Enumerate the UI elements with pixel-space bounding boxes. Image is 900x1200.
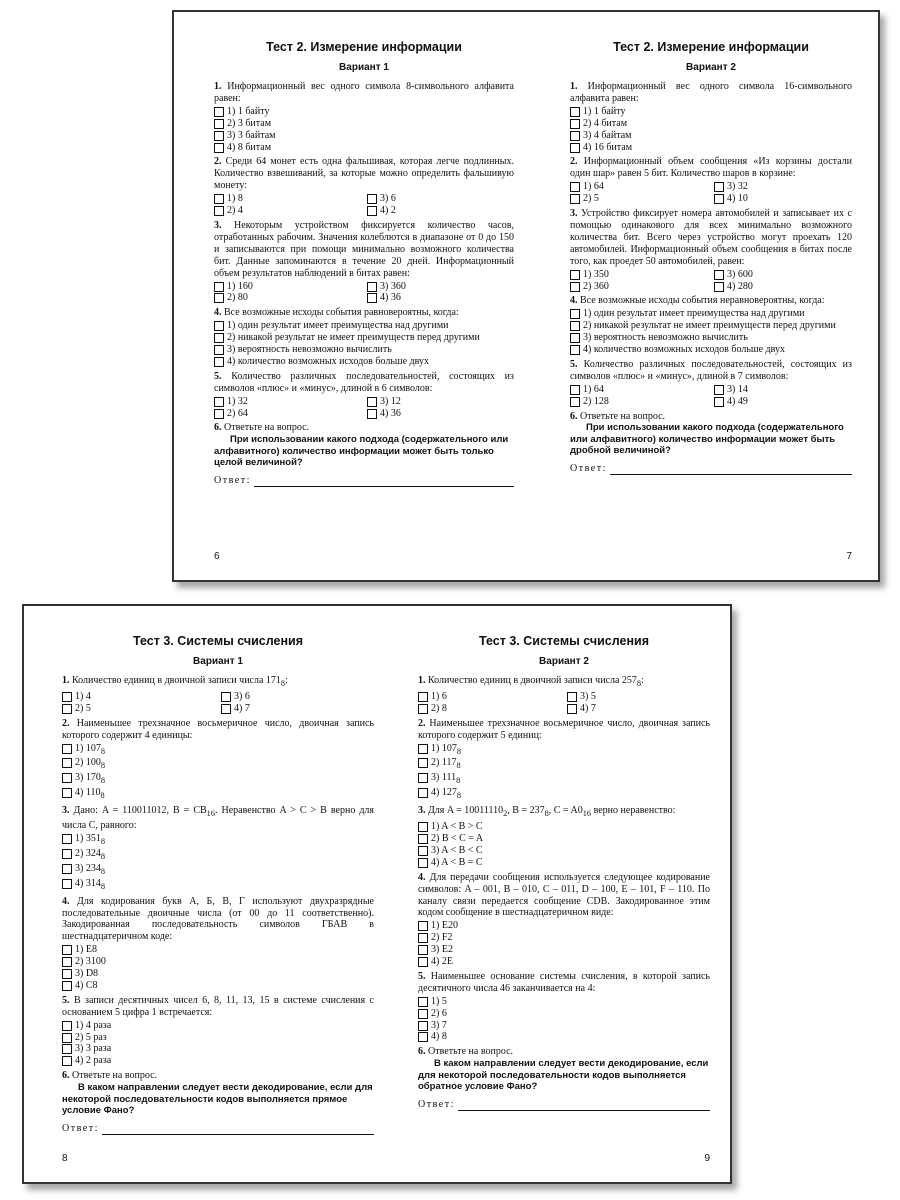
option[interactable]: 1) 1 байту xyxy=(570,106,852,118)
question-4: 4. Для передачи сообщения используется следующее кодирование символов: A – 001, B – 010, C – 011, D – 100, E – 101, F – 110. По каналу связи передается сообщение CDB. Закодированное этим кодом сообщение в шестнадцатеричном виде: 1) E20 2) F2 3) E2 4) 2E xyxy=(418,871,710,968)
answer-field[interactable]: Ответ: xyxy=(214,475,514,487)
option[interactable]: 4) 8 xyxy=(418,1031,710,1043)
option[interactable]: 1) 5 xyxy=(418,996,710,1008)
question-3: 3. Дано: A = 110011012, $B = CB_{16}$. Неравенство A > C > B верно для числа C, равного: 1) $351_8$ 2) $324_8$ 3) $234_8$ 4) $314_8$ xyxy=(62,805,375,891)
option[interactable]: 3) $234_8$ xyxy=(62,863,374,878)
option[interactable]: 1) 64 xyxy=(570,181,708,193)
option[interactable]: 1) 4 раза xyxy=(62,1020,374,1032)
question-1: 1. Информационный вес одного символа 8-символьного алфавита равен: 1) 1 байту 2) 3 битам 3) 3 байтам 4) 8 битам xyxy=(214,81,514,153)
option[interactable]: 3) $170_8$ xyxy=(62,772,374,787)
checkbox[interactable] xyxy=(418,744,428,754)
test-title: Тест 2. Измерение информации xyxy=(266,40,462,54)
checkbox[interactable] xyxy=(62,773,72,783)
checkbox[interactable] xyxy=(570,397,580,407)
option[interactable]: 1) A < B > C xyxy=(418,821,710,833)
question-2: 2. Информационный объем сообщения «Из корзины достали один шар» равен 5 бит. Количество шаров в корзине: 1) 64 3) 32 2) 5 4) 10 xyxy=(570,156,852,205)
question-1: 1. Количество единиц в двоичной записи числа $171_8$: 1) 4 3) 6 2) 5 4) 7 xyxy=(62,675,374,715)
checkbox[interactable] xyxy=(714,385,724,395)
page-7 xyxy=(570,12,852,580)
option[interactable]: 4) 36 xyxy=(367,292,514,304)
page-8 xyxy=(62,606,374,1182)
option[interactable]: 2) 8 xyxy=(418,703,561,715)
option[interactable]: 2) 4 битам xyxy=(570,118,852,130)
test-title: Тест 3. Системы счисления xyxy=(133,634,303,648)
option[interactable]: 4) 7 xyxy=(567,703,710,715)
option[interactable]: 4) $127_8$ xyxy=(418,787,710,802)
checkbox[interactable] xyxy=(214,282,224,292)
option[interactable]: 3) $111_8$ xyxy=(418,772,710,787)
option[interactable]: 1) 4 xyxy=(62,691,215,703)
checkbox[interactable] xyxy=(714,270,724,280)
option[interactable]: 1) 6 xyxy=(418,691,561,703)
page-number: 7 xyxy=(846,551,852,562)
question-6-prompt: В каком направлении следует вести декодирование, если для некоторой последовательности кодов выполняется прямое условие Фано? xyxy=(62,1082,373,1117)
checkbox[interactable] xyxy=(367,409,377,419)
checkbox[interactable] xyxy=(221,704,231,714)
question-5: 5. Наименьшее основание системы счисления, в которой запись десятичного числа 46 заканчивается на 4: 1) 5 2) 6 3) 7 4) 8 xyxy=(418,970,710,1043)
variant-label: Вариант 2 xyxy=(539,656,589,667)
option[interactable]: 2) $324_8$ xyxy=(62,848,374,863)
question-2: 2. Наименьшее трехзначное восьмеричное число, двоичная запись которого содержит 4 единицы: 1) $107_8$ 2) $100_8$ 3) $170_8$ 4) $110_8$ xyxy=(62,717,374,801)
option[interactable]: 3) 12 xyxy=(367,396,514,408)
question-5: 5. Количество различных последовательностей, состоящих из символов «плюс» и «минус», длиной в 7 символов: 1) 64 3) 14 2) 128 4) 49 xyxy=(570,358,852,407)
checkbox[interactable] xyxy=(570,182,580,192)
checkbox[interactable] xyxy=(714,397,724,407)
option[interactable]: 1) E8 xyxy=(62,944,374,956)
option[interactable]: 3) E2 xyxy=(418,944,710,956)
checkbox[interactable] xyxy=(570,131,580,141)
option[interactable]: 3) 3 байтам xyxy=(214,130,514,142)
option[interactable]: 3) вероятность невозможно вычислить xyxy=(570,332,852,344)
checkbox[interactable] xyxy=(62,1021,72,1031)
checkbox[interactable] xyxy=(62,834,72,844)
question-3: 3. Для $A = 10011110_2$, $B = 237_8$, $C = A0_{16}$ верно неравенство: 1) A < B > C 2) B < C = A 3) A < B < C 4) A < B = C xyxy=(418,805,710,869)
option[interactable]: 4) 2 раза xyxy=(62,1055,374,1067)
option[interactable]: 4) 2E xyxy=(418,956,710,968)
option[interactable]: 1) 8 xyxy=(214,193,361,205)
option[interactable]: 4) C8 xyxy=(62,980,374,992)
option[interactable]: 1) 160 xyxy=(214,281,361,293)
checkbox[interactable] xyxy=(62,758,72,768)
option[interactable]: 1) 64 xyxy=(570,384,708,396)
option[interactable]: 2) F2 xyxy=(418,932,710,944)
option[interactable]: 2) 3100 xyxy=(62,956,374,968)
checkbox[interactable] xyxy=(62,981,72,991)
question-5: 5. В записи десятичных чисел 6, 8, 11, 13, 15 в системе счисления с основанием 5 цифра 1 встречается: 1) 4 раза 2) 5 раз 3) 3 раза 4) 2 раза xyxy=(62,994,374,1067)
checkbox[interactable] xyxy=(418,758,428,768)
option[interactable]: 1) один результат имеет преимущества над другими xyxy=(570,308,852,320)
checkbox[interactable] xyxy=(214,206,224,216)
checkbox[interactable] xyxy=(570,143,580,153)
variant-label: Вариант 1 xyxy=(339,62,389,73)
checkbox[interactable] xyxy=(214,194,224,204)
page-number: 6 xyxy=(214,551,220,562)
option[interactable]: 2) B < C = A xyxy=(418,833,710,845)
option[interactable]: 4) 2 xyxy=(367,205,514,217)
option[interactable]: 4) A < B = C xyxy=(418,857,710,869)
checkbox[interactable] xyxy=(570,345,580,355)
option[interactable]: 2) никакой результат не имеет преимуществ перед другими xyxy=(214,332,514,344)
option[interactable]: 1) 350 xyxy=(570,269,708,281)
checkbox[interactable] xyxy=(418,834,428,844)
option[interactable]: 1) один результат имеет преимущества над другими xyxy=(214,320,514,332)
checkbox[interactable] xyxy=(570,119,580,129)
option[interactable]: 4) 280 xyxy=(714,281,852,293)
checkbox[interactable] xyxy=(567,704,577,714)
checkbox[interactable] xyxy=(214,143,224,153)
checkbox[interactable] xyxy=(214,131,224,141)
option[interactable]: 3) 5 xyxy=(567,691,710,703)
checkbox[interactable] xyxy=(418,692,428,702)
checkbox[interactable] xyxy=(62,879,72,889)
checkbox[interactable] xyxy=(62,1056,72,1066)
option[interactable]: 3) 6 xyxy=(221,691,374,703)
book-spread-test-2 xyxy=(172,10,880,582)
question-1: 1. Информационный вес одного символа 16-символьного алфавита равен: 1) 1 байту 2) 4 битам 3) 4 байтам 4) 16 битам xyxy=(570,81,852,153)
question-3: 3. Некоторым устройством фиксируется количество часов, отработанных рабочим. Значения колеблются в диапазоне от 0 до 150 и записываются при помощи минимально возможного количества бит. Данные запоминаются в течение 20 дней. Информационный объем результатов наблюдений в битах равен: 1) 160 3) 360 2) 80 4) 36 xyxy=(214,219,514,304)
option[interactable]: 2) 360 xyxy=(570,281,708,293)
question-6-prompt: При использовании какого подхода (содержательного или алфавитного) количество информации может быть дробной величиной? xyxy=(570,422,844,457)
checkbox[interactable] xyxy=(570,385,580,395)
checkbox[interactable] xyxy=(62,692,72,702)
option[interactable]: 3) D8 xyxy=(62,968,374,980)
question-3: 3. Устройство фиксирует номера автомобилей и записывает их с помощью одинакового для всех минимально возможного количества бит. Всего через устройство могут проехать 120 автомобилей. Информационный объем сообщения в битах после того, как проедет 50 автомобилей, равен: 1) 350 3) 600 2) 360 4) 280 xyxy=(570,208,852,292)
checkbox[interactable] xyxy=(714,282,724,292)
test-title: Тест 3. Системы счисления xyxy=(479,634,649,648)
variant-label: Вариант 2 xyxy=(686,62,736,73)
checkbox[interactable] xyxy=(418,858,428,868)
question-4: 4. Все возможные исходы события неравновероятны, когда: 1) один результат имеет преимущества над другими 2) никакой результат не имеет преимуществ перед другими 3) вероятность невозможно вычислить 4) количество возможных исходов больше двух xyxy=(570,295,852,356)
checkbox[interactable] xyxy=(418,1032,428,1042)
page-9 xyxy=(418,606,710,1182)
checkbox[interactable] xyxy=(214,119,224,129)
option[interactable]: 3) 7 xyxy=(418,1020,710,1032)
option[interactable]: 3) 14 xyxy=(714,384,852,396)
checkbox[interactable] xyxy=(418,773,428,783)
variant-label: Вариант 1 xyxy=(193,656,243,667)
question-6: 6. Ответьте на вопрос. При использовании какого подхода (содержательного или алфавитного) количество информации может быть дробной величиной? Ответ: xyxy=(570,411,852,475)
option[interactable]: 1) 1 байту xyxy=(214,106,514,118)
option[interactable]: 1) $107_8$ xyxy=(418,743,710,758)
question-6-prompt: При использовании какого подхода (содержательного или алфавитного) количество информации может быть только целой величиной? xyxy=(214,434,509,469)
option[interactable]: 2) 5 раз xyxy=(62,1032,374,1044)
checkbox[interactable] xyxy=(214,293,224,303)
option[interactable]: 4) 36 xyxy=(367,408,514,420)
option[interactable]: 2) 6 xyxy=(418,1008,710,1020)
checkbox[interactable] xyxy=(570,282,580,292)
option[interactable]: 4) 49 xyxy=(714,396,852,408)
option[interactable]: 3) вероятность невозможно вычислить xyxy=(214,344,514,356)
checkbox[interactable] xyxy=(570,270,580,280)
answer-field[interactable]: Ответ: xyxy=(570,463,852,475)
option[interactable]: 2) никакой результат не имеет преимуществ перед другими xyxy=(570,320,852,332)
option[interactable]: 4) 10 xyxy=(714,193,852,205)
checkbox[interactable] xyxy=(367,282,377,292)
checkbox[interactable] xyxy=(214,333,224,343)
checkbox[interactable] xyxy=(418,945,428,955)
option[interactable]: 3) 6 xyxy=(367,193,514,205)
question-2: 2. Среди 64 монет есть одна фальшивая, которая легче подлинных. Количество взвешиваний, за которые можно определить фальшивую монету: 1) 8 3) 6 2) 4 4) 2 xyxy=(214,156,514,217)
question-1: 1. Количество единиц в двоичной записи числа $257_8$: 1) 6 3) 5 2) 8 4) 7 xyxy=(418,675,710,715)
checkbox[interactable] xyxy=(367,397,377,407)
option[interactable]: 3) A < B < C xyxy=(418,845,710,857)
option[interactable]: 2) 3 битам xyxy=(214,118,514,130)
checkbox[interactable] xyxy=(714,182,724,192)
question-2: 2. Наименьшее трехзначное восьмеричное число, двоичная запись которого содержит 5 единиц: 1) $107_8$ 2) $117_8$ 3) $111_8$ 4) $127_8$ xyxy=(418,717,710,801)
checkbox[interactable] xyxy=(214,345,224,355)
checkbox[interactable] xyxy=(62,1044,72,1054)
checkbox[interactable] xyxy=(62,744,72,754)
question-4: 4. Для кодирования букв А, Б, В, Г используют двухразрядные последовательные двоичные числа (от 00 до 11 соответственно). Закодированная последовательность символов ГБАВ в шестнадцатеричном коде: 1) E8 2) 3100 3) D8 4) C8 xyxy=(62,895,374,991)
checkbox[interactable] xyxy=(418,788,428,798)
option[interactable]: 2) 80 xyxy=(214,292,361,304)
checkbox[interactable] xyxy=(214,321,224,331)
option[interactable]: 2) $100_8$ xyxy=(62,757,374,772)
option[interactable]: 4) количество возможных исходов больше двух xyxy=(570,344,852,356)
checkbox[interactable] xyxy=(418,957,428,967)
checkbox[interactable] xyxy=(62,945,72,955)
option[interactable]: 4) 7 xyxy=(221,703,374,715)
option[interactable]: 4) количество возможных исходов больше двух xyxy=(214,356,514,368)
question-6: 6. Ответьте на вопрос. При использовании какого подхода (содержательного или алфавитного) количество информации может быть только целой величиной? Ответ: xyxy=(214,422,514,486)
option[interactable]: 4) $314_8$ xyxy=(62,878,374,893)
test-title: Тест 2. Измерение информации xyxy=(613,40,809,54)
option[interactable]: 1) $351_8$ xyxy=(62,833,374,848)
option[interactable]: 2) 5 xyxy=(62,703,215,715)
checkbox[interactable] xyxy=(570,309,580,319)
option[interactable]: 3) 3 раза xyxy=(62,1043,374,1055)
question-5: 5. Количество различных последовательностей, состоящих из символов «плюс» и «минус», длиной в 6 символов: 1) 32 3) 12 2) 64 4) 36 xyxy=(214,370,514,419)
checkbox[interactable] xyxy=(214,357,224,367)
option[interactable]: 3) 4 байтам xyxy=(570,130,852,142)
option[interactable]: 2) 5 xyxy=(570,193,708,205)
checkbox[interactable] xyxy=(214,107,224,117)
option[interactable]: 3) 360 xyxy=(367,281,514,293)
checkbox[interactable] xyxy=(570,321,580,331)
page-6 xyxy=(214,12,514,580)
checkbox[interactable] xyxy=(367,194,377,204)
checkbox[interactable] xyxy=(418,846,428,856)
question-6-prompt: В каком направлении следует вести декодирование, если для некоторой последовательности кодов выполняется обратное условие Фано? xyxy=(418,1058,709,1093)
checkbox[interactable] xyxy=(214,409,224,419)
question-6: 6. Ответьте на вопрос. В каком направлении следует вести декодирование, если для некоторой последовательности кодов выполняется прямое условие Фано? Ответ: xyxy=(62,1070,373,1134)
option[interactable]: 3) 600 xyxy=(714,269,852,281)
checkbox[interactable] xyxy=(214,397,224,407)
page-number: 8 xyxy=(62,1153,68,1164)
checkbox[interactable] xyxy=(567,692,577,702)
checkbox[interactable] xyxy=(62,969,72,979)
option[interactable]: 2) 128 xyxy=(570,396,708,408)
option[interactable]: 4) 8 битам xyxy=(214,142,514,154)
checkbox[interactable] xyxy=(62,957,72,967)
answer-field[interactable]: Ответ: xyxy=(62,1123,374,1135)
checkbox[interactable] xyxy=(62,788,72,798)
question-6: 6. Ответьте на вопрос. В каком направлении следует вести декодирование, если для некоторой последовательности кодов выполняется обратное условие Фано? Ответ: xyxy=(418,1046,709,1110)
checkbox[interactable] xyxy=(570,194,580,204)
checkbox[interactable] xyxy=(367,206,377,216)
book-spread-test-3 xyxy=(22,604,732,1184)
checkbox[interactable] xyxy=(367,293,377,303)
checkbox[interactable] xyxy=(570,333,580,343)
answer-field[interactable]: Ответ: xyxy=(418,1099,710,1111)
option[interactable]: 4) $110_8$ xyxy=(62,787,374,802)
checkbox[interactable] xyxy=(221,692,231,702)
checkbox[interactable] xyxy=(418,997,428,1007)
checkbox[interactable] xyxy=(714,194,724,204)
checkbox[interactable] xyxy=(62,864,72,874)
checkbox[interactable] xyxy=(570,107,580,117)
page-number: 9 xyxy=(704,1153,710,1164)
option[interactable]: 1) 32 xyxy=(214,396,361,408)
checkbox[interactable] xyxy=(418,933,428,943)
option[interactable]: 2) 4 xyxy=(214,205,361,217)
checkbox[interactable] xyxy=(62,849,72,859)
checkbox[interactable] xyxy=(418,704,428,714)
checkbox[interactable] xyxy=(418,1021,428,1031)
checkbox[interactable] xyxy=(62,704,72,714)
checkbox[interactable] xyxy=(418,1009,428,1019)
option[interactable]: 2) $117_8$ xyxy=(418,757,710,772)
option[interactable]: 4) 16 битам xyxy=(570,142,852,154)
checkbox[interactable] xyxy=(62,1033,72,1043)
checkbox[interactable] xyxy=(418,822,428,832)
option[interactable]: 3) 32 xyxy=(714,181,852,193)
option[interactable]: 2) 64 xyxy=(214,408,361,420)
option[interactable]: 1) $107_8$ xyxy=(62,743,374,758)
checkbox[interactable] xyxy=(418,921,428,931)
question-4: 4. Все возможные исходы события равновероятны, когда: 1) один результат имеет преимущества над другими 2) никакой результат не имеет преимуществ перед другими 3) вероятность невозможно вычислить 4) количество возможных исходов больше двух xyxy=(214,307,514,368)
option[interactable]: 1) E20 xyxy=(418,920,710,932)
